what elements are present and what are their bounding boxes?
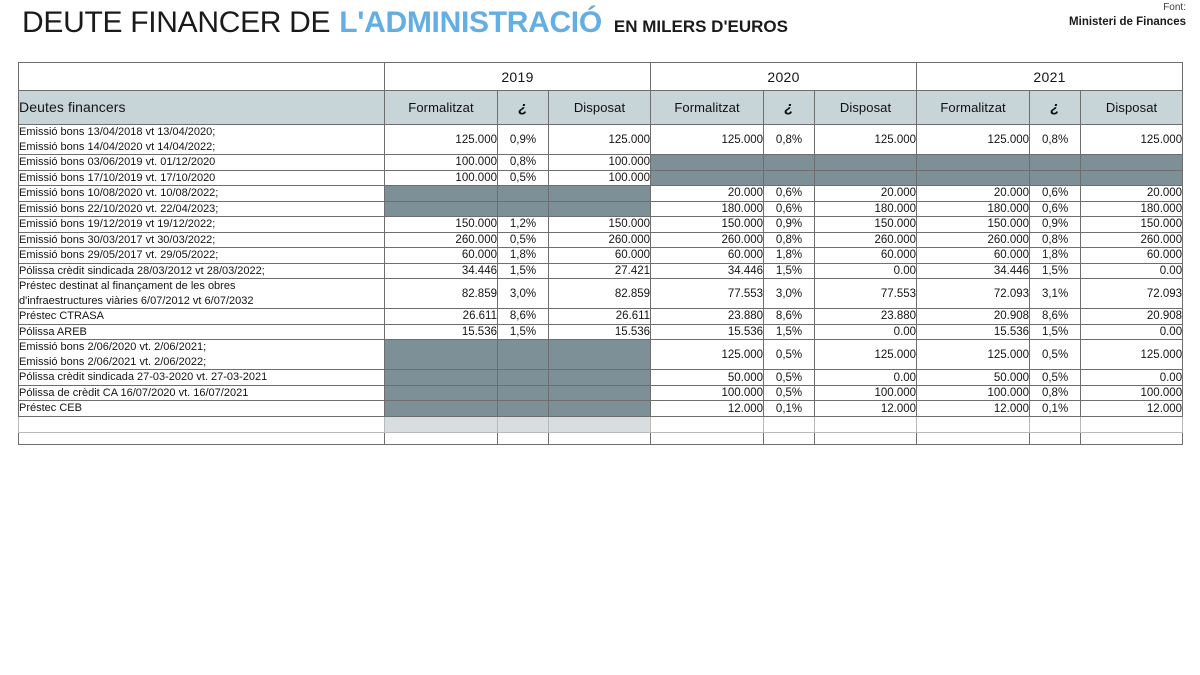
row-description-line: Emissió bons 22/10/2020 vt. 22/04/2023; (19, 202, 219, 215)
table-row (19, 385, 1183, 401)
cell-2020-disposat: 23.880 (815, 309, 917, 325)
cell-partial (498, 416, 549, 432)
cell-2019-interest-blanked (498, 401, 549, 417)
cell-2020-disposat: 150.000 (815, 217, 917, 233)
cell-2020-formalitzat: 125.000 (651, 340, 764, 370)
cell-2021-disposat: 72.093 (1081, 279, 1183, 309)
row-description-line: Pólissa AREB (19, 325, 87, 338)
cell-2020-interest: 1,5% (764, 324, 815, 340)
row-description-line: Préstec destinat al finançament de les obres (19, 280, 236, 293)
cell-partial (1081, 416, 1183, 432)
cell-2020-interest: 8,6% (764, 309, 815, 325)
row-description (19, 217, 385, 233)
cell-2020-formalitzat: 60.000 (651, 248, 764, 264)
row-description-line: Emissió bons 2/06/2021 vt. 2/06/2022; (19, 355, 207, 368)
cell-2020-disposat-blanked (815, 170, 917, 186)
row-description-line: Préstec CEB (19, 402, 82, 415)
cell-2020-disposat: 20.000 (815, 186, 917, 202)
table-row (19, 370, 1183, 386)
row-description-line: Pólissa de crèdit CA 16/07/2020 vt. 16/07/2021 (19, 386, 249, 399)
cell-2020-formalitzat-blanked (651, 170, 764, 186)
cell-partial (815, 416, 917, 432)
cell-2021-disposat: 12.000 (1081, 401, 1183, 417)
cell-2019-formalitzat-blanked (385, 186, 498, 202)
cell-2020-formalitzat: 180.000 (651, 201, 764, 217)
cell-partial (1030, 416, 1081, 432)
cell-2021-interest: 0,5% (1030, 370, 1081, 386)
cell-partial (764, 416, 815, 432)
row-description-line: Emissió bons 30/03/2017 vt 30/03/2022; (19, 233, 216, 246)
cell-2019-formalitzat-blanked (385, 370, 498, 386)
cell-2021-interest: 0,8% (1030, 232, 1081, 248)
year-header-2020: 2020 (651, 63, 917, 91)
cell-2020-disposat: 100.000 (815, 385, 917, 401)
cell-2019-formalitzat: 100.000 (385, 170, 498, 186)
row-description (19, 401, 385, 417)
cell-2019-formalitzat-blanked (385, 401, 498, 417)
source-credit (1069, 2, 1186, 29)
cell-2021-formalitzat-blanked (917, 155, 1030, 171)
cell-2021-interest-blanked (1030, 170, 1081, 186)
row-description-line: Emissió bons 13/04/2018 vt 13/04/2020; (19, 126, 216, 138)
cell-2020-disposat: 12.000 (815, 401, 917, 417)
cell-2020-interest: 0,5% (764, 370, 815, 386)
column-header-2021-formalitzat: Formalitzat (917, 91, 1030, 125)
cell-2019-formalitzat: 34.446 (385, 263, 498, 279)
table-row (19, 217, 1183, 233)
cell-2019-interest: 1,2% (498, 217, 549, 233)
column-header-2020-interest: ¿ (764, 91, 815, 125)
cell-2021-formalitzat: 125.000 (917, 125, 1030, 155)
cell-2019-formalitzat: 60.000 (385, 248, 498, 264)
cell-2019-formalitzat-blanked (385, 201, 498, 217)
cell-2019-formalitzat: 150.000 (385, 217, 498, 233)
cell-2021-disposat: 20.000 (1081, 186, 1183, 202)
cell-2020-disposat: 0.00 (815, 370, 917, 386)
cell-2020-formalitzat: 125.000 (651, 125, 764, 155)
cell-stub (917, 432, 1030, 444)
cell-2019-disposat: 260.000 (549, 232, 651, 248)
cell-2020-interest: 0,6% (764, 201, 815, 217)
column-header-description: Deutes financers (19, 91, 385, 125)
row-description (19, 170, 385, 186)
title-units-text: EN MILERS D'EUROS (613, 17, 788, 36)
row-description (19, 125, 385, 155)
row-description-line: Pólissa crèdit sindicada 27-03-2020 vt. 27-03-2021 (19, 371, 268, 384)
cell-2019-disposat: 15.536 (549, 324, 651, 340)
cell-2019-disposat-blanked (549, 385, 651, 401)
cell-2021-disposat: 180.000 (1081, 201, 1183, 217)
row-description (19, 340, 385, 370)
cell-2019-interest-blanked (498, 201, 549, 217)
cell-2021-disposat: 0.00 (1081, 370, 1183, 386)
cell-2021-interest: 3,1% (1030, 279, 1081, 309)
cell-2019-disposat-blanked (549, 401, 651, 417)
column-header-2021-interest: ¿ (1030, 91, 1081, 125)
row-description (19, 279, 385, 309)
cell-2021-formalitzat: 125.000 (917, 340, 1030, 370)
cell-2021-interest: 8,6% (1030, 309, 1081, 325)
cell-2020-disposat-blanked (815, 155, 917, 171)
page-header (0, 0, 1200, 62)
title-accent-text: L'ADMINISTRACIÓ (339, 6, 602, 39)
cell-2021-interest: 0,6% (1030, 186, 1081, 202)
cell-2021-interest: 0,5% (1030, 340, 1081, 370)
cell-2021-formalitzat: 20.908 (917, 309, 1030, 325)
cell-2019-disposat-blanked (549, 340, 651, 370)
cell-2019-disposat: 60.000 (549, 248, 651, 264)
cell-2021-disposat: 125.000 (1081, 125, 1183, 155)
cell-2019-disposat-blanked (549, 201, 651, 217)
table-row (19, 155, 1183, 171)
cell-2020-interest: 0,5% (764, 385, 815, 401)
cell-2020-formalitzat-blanked (651, 155, 764, 171)
cell-2019-interest-blanked (498, 186, 549, 202)
cell-2020-formalitzat: 23.880 (651, 309, 764, 325)
row-description (19, 155, 385, 171)
cell-2021-formalitzat: 180.000 (917, 201, 1030, 217)
cell-2019-disposat: 82.859 (549, 279, 651, 309)
cell-2020-disposat: 125.000 (815, 125, 917, 155)
table-row (19, 324, 1183, 340)
cell-2019-interest: 1,5% (498, 324, 549, 340)
cell-2020-interest: 0,8% (764, 125, 815, 155)
cell-2020-formalitzat: 15.536 (651, 324, 764, 340)
cell-2019-interest: 0,5% (498, 170, 549, 186)
cell-2019-interest: 1,8% (498, 248, 549, 264)
cell-2021-disposat: 100.000 (1081, 385, 1183, 401)
cell-2019-disposat: 100.000 (549, 155, 651, 171)
cell-2019-interest: 1,5% (498, 263, 549, 279)
cell-2019-interest: 0,5% (498, 232, 549, 248)
year-header-row (19, 63, 1183, 91)
cell-stub (1081, 432, 1183, 444)
row-description (19, 232, 385, 248)
column-header-2020-formalitzat: Formalitzat (651, 91, 764, 125)
cell-2019-formalitzat: 82.859 (385, 279, 498, 309)
row-description (19, 385, 385, 401)
row-description-line: Préstec CTRASA (19, 310, 104, 323)
row-description (19, 324, 385, 340)
year-spacer-cell (19, 63, 385, 91)
cell-2020-interest: 0,6% (764, 186, 815, 202)
cell-2021-formalitzat: 34.446 (917, 263, 1030, 279)
cell-stub (1030, 432, 1081, 444)
year-header-2021: 2021 (917, 63, 1183, 91)
table-row (19, 186, 1183, 202)
column-header-2019-interest: ¿ (498, 91, 549, 125)
table-head (19, 63, 1183, 125)
table-row (19, 340, 1183, 370)
table-row (19, 170, 1183, 186)
cell-2019-interest: 3,0% (498, 279, 549, 309)
cell-2020-interest: 1,8% (764, 248, 815, 264)
source-label: Font: (1163, 2, 1186, 13)
cell-2019-interest: 0,8% (498, 155, 549, 171)
cell-2021-formalitzat: 15.536 (917, 324, 1030, 340)
cell-stub (19, 432, 385, 444)
cell-2020-formalitzat: 20.000 (651, 186, 764, 202)
cell-2021-disposat-blanked (1081, 155, 1183, 171)
row-description-line: Emissió bons 29/05/2017 vt. 29/05/2022; (19, 249, 219, 262)
row-description (19, 201, 385, 217)
cell-2021-disposat: 260.000 (1081, 232, 1183, 248)
cell-2021-formalitzat: 150.000 (917, 217, 1030, 233)
table-row-partial (19, 416, 1183, 432)
cell-2020-interest: 1,5% (764, 263, 815, 279)
cell-2020-disposat: 0.00 (815, 263, 917, 279)
cell-2021-formalitzat: 260.000 (917, 232, 1030, 248)
cell-partial (385, 416, 498, 432)
cell-2019-formalitzat-blanked (385, 385, 498, 401)
cell-2020-formalitzat: 77.553 (651, 279, 764, 309)
row-description (19, 186, 385, 202)
cell-2021-disposat: 60.000 (1081, 248, 1183, 264)
row-description (19, 248, 385, 264)
cell-2019-interest-blanked (498, 370, 549, 386)
cell-2019-disposat-blanked (549, 186, 651, 202)
row-description-line: Emissió bons 03/06/2019 vt. 01/12/2020 (19, 156, 216, 169)
cell-2020-interest: 3,0% (764, 279, 815, 309)
cell-2021-formalitzat: 72.093 (917, 279, 1030, 309)
cell-2020-disposat: 77.553 (815, 279, 917, 309)
cell-2020-interest: 0,8% (764, 232, 815, 248)
year-header-2019: 2019 (385, 63, 651, 91)
row-description-line: d'infraestructures viàries 6/07/2012 vt 6/07/2032 (19, 294, 254, 307)
table-row (19, 201, 1183, 217)
cell-2021-interest: 0,1% (1030, 401, 1081, 417)
cell-2021-formalitzat: 100.000 (917, 385, 1030, 401)
cell-2021-interest-blanked (1030, 155, 1081, 171)
financial-debt-table (18, 62, 1183, 445)
cell-2021-disposat-blanked (1081, 170, 1183, 186)
cell-partial (651, 416, 764, 432)
cell-stub (764, 432, 815, 444)
row-description-line: Pólissa crèdit sindicada 28/03/2012 vt 28/03/2022; (19, 264, 265, 277)
cell-2020-formalitzat: 34.446 (651, 263, 764, 279)
cell-2021-disposat: 150.000 (1081, 217, 1183, 233)
column-header-2019-disposat: Disposat (549, 91, 651, 125)
row-description-line: Emissió bons 10/08/2020 vt. 10/08/2022; (19, 187, 219, 200)
table-row-stub (19, 432, 1183, 444)
cell-2020-disposat: 60.000 (815, 248, 917, 264)
cell-2021-interest: 0,8% (1030, 125, 1081, 155)
cell-2021-disposat: 20.908 (1081, 309, 1183, 325)
cell-2021-interest: 0,8% (1030, 385, 1081, 401)
source-value: Ministeri de Finances (1069, 15, 1186, 28)
cell-2020-disposat: 0.00 (815, 324, 917, 340)
title-main-text: DEUTE FINANCER DE (22, 6, 331, 39)
cell-2019-formalitzat: 100.000 (385, 155, 498, 171)
cell-2021-formalitzat: 12.000 (917, 401, 1030, 417)
cell-stub (385, 432, 498, 444)
cell-2020-interest: 0,9% (764, 217, 815, 233)
cell-2020-interest: 0,1% (764, 401, 815, 417)
cell-2021-formalitzat: 20.000 (917, 186, 1030, 202)
cell-2019-disposat: 27.421 (549, 263, 651, 279)
table-row (19, 125, 1183, 155)
cell-partial (549, 416, 651, 432)
cell-2019-disposat: 125.000 (549, 125, 651, 155)
cell-2021-formalitzat-blanked (917, 170, 1030, 186)
cell-2019-formalitzat-blanked (385, 340, 498, 370)
cell-2020-formalitzat: 150.000 (651, 217, 764, 233)
row-description (19, 309, 385, 325)
cell-2020-disposat: 180.000 (815, 201, 917, 217)
table-row (19, 248, 1183, 264)
cell-2020-interest: 0,5% (764, 340, 815, 370)
row-description-line: Emissió bons 19/12/2019 vt 19/12/2022; (19, 218, 216, 231)
column-header-2020-disposat: Disposat (815, 91, 917, 125)
cell-2021-formalitzat: 60.000 (917, 248, 1030, 264)
cell-2019-interest: 0,9% (498, 125, 549, 155)
row-description-line: Emissió bons 14/04/2020 vt 14/04/2022; (19, 140, 216, 153)
cell-2019-formalitzat: 260.000 (385, 232, 498, 248)
cell-2020-formalitzat: 50.000 (651, 370, 764, 386)
cell-2020-formalitzat: 12.000 (651, 401, 764, 417)
cell-2019-disposat: 150.000 (549, 217, 651, 233)
cell-2019-interest-blanked (498, 385, 549, 401)
row-description-line: Emissió bons 2/06/2020 vt. 2/06/2021; (19, 341, 207, 354)
cell-2019-formalitzat: 26.611 (385, 309, 498, 325)
cell-2019-disposat: 26.611 (549, 309, 651, 325)
table-body (19, 125, 1183, 445)
cell-2021-formalitzat: 50.000 (917, 370, 1030, 386)
cell-2021-interest: 0,6% (1030, 201, 1081, 217)
cell-2020-interest-blanked (764, 155, 815, 171)
cell-stub (549, 432, 651, 444)
cell-2019-formalitzat: 15.536 (385, 324, 498, 340)
cell-2021-interest: 1,5% (1030, 263, 1081, 279)
cell-stub (651, 432, 764, 444)
cell-2021-interest: 1,8% (1030, 248, 1081, 264)
table-row (19, 401, 1183, 417)
row-description-line: Emissió bons 17/10/2019 vt. 17/10/2020 (19, 171, 216, 184)
debt-table-container (18, 62, 1182, 445)
cell-2021-disposat: 0.00 (1081, 263, 1183, 279)
cell-2019-disposat-blanked (549, 370, 651, 386)
cell-2021-interest: 0,9% (1030, 217, 1081, 233)
column-header-2021-disposat: Disposat (1081, 91, 1183, 125)
cell-2020-interest-blanked (764, 170, 815, 186)
cell-stub (498, 432, 549, 444)
table-row (19, 232, 1183, 248)
cell-2019-interest-blanked (498, 340, 549, 370)
table-row (19, 263, 1183, 279)
cell-2019-interest: 8,6% (498, 309, 549, 325)
cell-stub (815, 432, 917, 444)
cell-2020-formalitzat: 260.000 (651, 232, 764, 248)
page-title (22, 6, 1186, 40)
cell-partial (917, 416, 1030, 432)
cell-2021-disposat: 125.000 (1081, 340, 1183, 370)
cell-2019-formalitzat: 125.000 (385, 125, 498, 155)
cell-2020-disposat: 260.000 (815, 232, 917, 248)
cell-2020-disposat: 125.000 (815, 340, 917, 370)
cell-2021-disposat: 0.00 (1081, 324, 1183, 340)
column-header-row (19, 91, 1183, 125)
row-description (19, 263, 385, 279)
cell-2020-formalitzat: 100.000 (651, 385, 764, 401)
table-row (19, 309, 1183, 325)
table-row (19, 279, 1183, 309)
cell-partial (19, 416, 385, 432)
cell-2019-disposat: 100.000 (549, 170, 651, 186)
column-header-2019-formalitzat: Formalitzat (385, 91, 498, 125)
cell-2021-interest: 1,5% (1030, 324, 1081, 340)
row-description (19, 370, 385, 386)
